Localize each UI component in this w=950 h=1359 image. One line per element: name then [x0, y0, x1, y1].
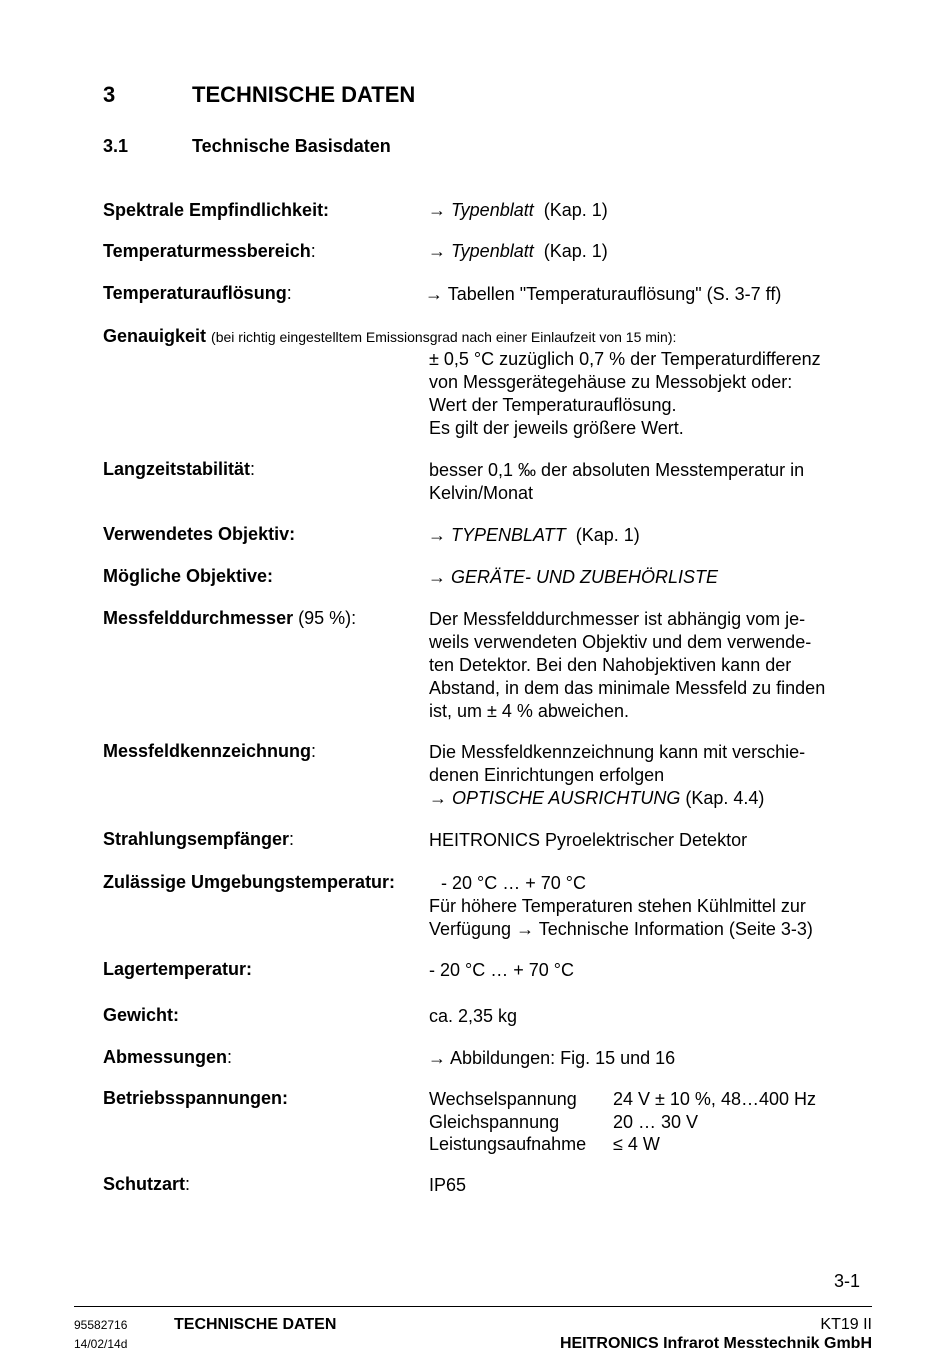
spec-value-aufloesung: → Tabellen "Temperaturauflösung" (S. 3-7 ff): [425, 284, 782, 304]
spannungen-row-0-name: Wechselspannung: [429, 1089, 577, 1109]
arrow-icon: →: [428, 1048, 446, 1068]
spec-value-empfaenger: HEITRONICS Pyroelektrischer Detektor: [429, 830, 748, 850]
spec-label-kennzeichnung: Messfeldkennzeichnung:: [103, 741, 317, 761]
spec-label-durchmesser: Messfelddurchmesser (95 %):: [103, 608, 357, 628]
arrow-icon: →: [428, 567, 446, 587]
arrow-icon: →: [516, 919, 535, 939]
arrow-icon: →: [429, 788, 447, 808]
footer-company: HEITRONICS Infrarot Messtechnik GmbH: [559, 1335, 872, 1352]
spec-label-umgebung: Zulässige Umgebungstemperatur:: [103, 872, 396, 892]
spec-value-objektiv: → TYPENBLATT (Kap. 1): [428, 525, 640, 545]
spec-label-lager: Lagertemperatur:: [103, 959, 253, 979]
spec-value-abmessungen: → Abbildungen: Fig. 15 und 16: [428, 1048, 676, 1068]
spec-label-spannungen: Betriebsspannungen:: [103, 1088, 289, 1108]
spec-label-objektiv: Verwendetes Objektiv:: [103, 524, 296, 544]
section-number: 3.1: [103, 136, 129, 156]
spec-value-objektive: → GERÄTE- UND ZUBEHÖRLISTE: [428, 567, 719, 587]
footer-doc-number: 95582716: [74, 1318, 128, 1332]
arrow-icon: →: [428, 525, 446, 545]
spec-value-lager: - 20 °C … + 70 °C: [429, 960, 574, 980]
spec-label-schutzart: Schutzart:: [103, 1174, 191, 1194]
spec-label-empfaenger: Strahlungsempfänger:: [103, 829, 295, 849]
spec-label-spektral: Spektrale Empfindlichkeit:: [103, 200, 330, 220]
spec-label-objektive: Mögliche Objektive:: [103, 566, 274, 586]
spannungen-row-2-name: Leistungsaufnahme: [429, 1134, 587, 1154]
section-title: Technische Basisdaten: [192, 136, 391, 156]
spec-value-genauigkeit: ± 0,5 °C zuzüglich 0,7 % der Temperaturdifferenz von Messgerätegehäuse zu Messobjekt oder: Wert der Temperaturauflösung. Es gilt der jeweils größere Wert.: [429, 349, 821, 438]
footer-section: TECHNISCHE DATEN: [174, 1316, 337, 1333]
footer-rule: [74, 1306, 872, 1307]
spec-label-aufloesung: Temperaturauflösung:: [103, 283, 292, 303]
arrow-icon: →: [428, 200, 446, 220]
spec-label-gewicht: Gewicht:: [103, 1005, 180, 1025]
footer-model: KT19 II: [820, 1316, 872, 1333]
spec-value-messbereich: → Typenblatt (Kap. 1): [428, 241, 608, 261]
page-number: 3-1: [834, 1271, 861, 1291]
spec-value-schutzart: IP65: [429, 1175, 467, 1195]
spec-label-abmessungen: Abmessungen:: [103, 1047, 233, 1067]
chapter-title: TECHNISCHE DATEN: [192, 82, 416, 107]
arrow-icon: →: [425, 284, 443, 304]
spec-value-gewicht: ca. 2,35 kg: [429, 1006, 518, 1026]
spannungen-row-0-value: 24 V ± 10 %, 48…400 Hz: [613, 1089, 816, 1109]
spec-value-durchmesser: Der Messfelddurchmesser ist abhängig vom je- weils verwendeten Objektiv und dem verwende- ten Detektor. Bei den Nahobjektiven kann der Abstand, in dem das minimale Messfeld zu finden ist, um ± 4 % abweichen.: [429, 609, 826, 721]
spec-value-umgebung-note: Für höhere Temperaturen stehen Kühlmittel zur Verfügung → Technische Information (Seite 3-3): [429, 896, 813, 939]
footer-date: 14/02/14d: [74, 1337, 128, 1351]
spec-value-spektral: → Typenblatt (Kap. 1): [428, 200, 608, 220]
spannungen-row-2-value: ≤ 4 W: [613, 1134, 660, 1154]
chapter-number: 3: [103, 82, 116, 107]
spec-value-umgebung-range: - 20 °C … + 70 °C: [441, 873, 586, 893]
spec-label-langzeit: Langzeitstabilität:: [103, 459, 256, 479]
arrow-icon: →: [428, 241, 446, 261]
spec-label-genauigkeit: Genauigkeit (bei richtig eingestelltem Emissionsgrad nach einer Einlaufzeit von 15 min):: [103, 326, 677, 346]
spannungen-row-1-name: Gleichspannung: [429, 1112, 560, 1132]
spannungen-row-1-value: 20 … 30 V: [613, 1112, 699, 1132]
spec-value-kennzeichnung: Die Messfeldkennzeichnung kann mit verschie- denen Einrichtungen erfolgen → OPTISCHE AUSRICHTUNG (Kap. 4.4): [429, 742, 806, 808]
spec-label-messbereich: Temperaturmessbereich:: [103, 241, 316, 261]
spec-value-langzeit: besser 0,1 ‰ der absoluten Messtemperatur in Kelvin/Monat: [429, 460, 805, 503]
